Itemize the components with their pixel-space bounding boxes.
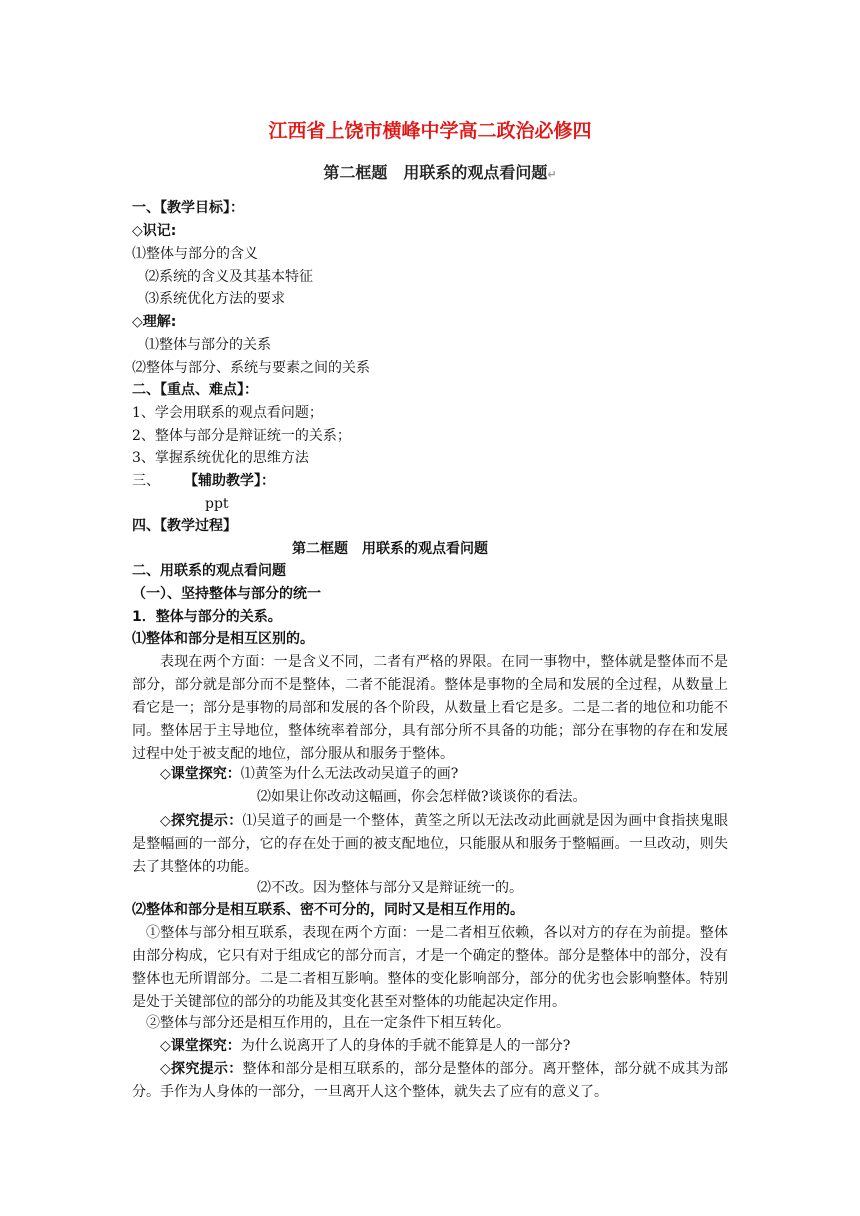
hint-1-block [132, 810, 728, 879]
explore-2-question: 为什么说离开了人的身体的手就不能算是人的一部分? [240, 1038, 571, 1054]
lesson-subtitle-text: 第二框题 用联系的观点看问题 [323, 163, 548, 182]
point-1-heading: ⑴整体和部分是相互区别的。 [132, 631, 314, 647]
recall-item-2: ⑵系统的含义及其基本特征 [145, 269, 313, 285]
explore-1-label: ◇课堂探究： [160, 766, 241, 782]
paragraph-3: ②整体与部分还是相互作用的，且在一定条件下相互转化。 [146, 1015, 510, 1031]
understand-item-2: ⑵整体与部分、系统与要素之间的关系 [132, 360, 370, 376]
hint-1-label: ◇探究提示： [160, 813, 243, 829]
process-sub-a: 二、用联系的观点看问题 [132, 563, 286, 579]
point-2-heading: ⑵整体和部分是相互联系、密不可分的，同时又是相互作用的。 [132, 902, 524, 918]
process-sub-c: 1．整体与部分的关系。 [132, 609, 282, 625]
hint-2-answer: 整体和部分是相互联系的，部分是整体的部分。离开整体，部分就不成其为部分。手作为人身体的一部分，一旦离开人这个整体，就失去了应有的意义了。 [132, 1061, 728, 1100]
section3-prefix: 三、 [132, 473, 160, 489]
section3-heading: 【辅助教学】： [184, 473, 275, 489]
section2-heading: 二、【重点、难点】： [132, 382, 258, 398]
hint-1-answer-2: ⑵不改。因为整体与部分又是辩证统一的。 [257, 880, 523, 896]
recall-label: ◇识记: [132, 223, 177, 239]
hint-2-label: ◇探究提示： [160, 1061, 243, 1077]
understand-item-1: ⑴整体与部分的关系 [145, 337, 271, 353]
process-sub-b: （一）、坚持整体与部分的统一 [132, 586, 321, 602]
section1-heading: 一、【教学目标】： [132, 200, 244, 216]
keypoint-3: 3、掌握系统优化的思维方法 [132, 450, 309, 466]
explore-1-line-1 [160, 764, 458, 784]
keypoint-2: 2、整体与部分是辩证统一的关系； [132, 428, 351, 444]
hint-2-block [132, 1058, 728, 1104]
lesson-subtitle [0, 160, 860, 183]
explore-2-label: ◇课堂探究： [160, 1038, 241, 1054]
recall-item-1: ⑴整体与部分的含义 [132, 246, 258, 262]
section4-heading: 四、【教学过程】 [132, 518, 237, 534]
paragraph-2: ①整体与部分相互联系，表现在两个方面：一是二者相互依赖，各以对方的存在为前提。整体由部分构成，它只有对于组成它的部分而言，才是一个确定的整体。部分是整体中的部分，没有整体也无所谓部分。二是二者相互影响。整体的变化影响部分，部分的优劣也会影响整体。特别是处于关键部位的部分的功能及其变化甚至对整体的功能起决定作用。 [132, 925, 728, 1010]
explore-2-line [160, 1036, 570, 1056]
explore-1-q2: ⑵如果让你改动这幅画，你会怎样做?谈谈你的看法。 [257, 789, 587, 805]
recall-item-3: ⑶系统优化方法的要求 [145, 291, 285, 307]
document-title: 江西省上饶市横峰中学高二政治必修四 [268, 120, 592, 142]
hint-1-answer-1: ⑴吴道子的画是一个整体，黄筌之所以无法改动此画就是因为画中食指挟鬼眼是整幅画的一部分，它的存在处于画的被支配地位，只能服从和服务于整幅画。一旦改动，则失去了其整体的功能。 [132, 813, 728, 875]
understand-label: ◇理解: [132, 314, 177, 330]
paragraph-1: 表现在两个方面：一是含义不同，二者有严格的界限。在同一事物中，整体就是整体而不是部分，部分就是部分而不是整体，二者不能混淆。整体是事物的全局和发展的全过程，从数量上看它是一；部分是事物的局部和发展的各个阶段，从数量上看它是多。二是二者的地位和功能不同。整体居于主导地位，整体统率着部分，具有部分所不具备的功能；部分在事物的存在和发展过程中处于被支配的地位，部分服从和服务于整体。 [132, 654, 728, 762]
paragraph-mark-icon: ↵ [547, 168, 557, 181]
process-center-title: 第二框题 用联系的观点看问题 [292, 541, 488, 557]
teaching-aid: ppt [205, 496, 229, 512]
keypoint-1: 1、学会用联系的观点看问题； [132, 405, 323, 421]
explore-1-q1: ⑴黄筌为什么无法改动吴道子的画? [240, 766, 459, 782]
